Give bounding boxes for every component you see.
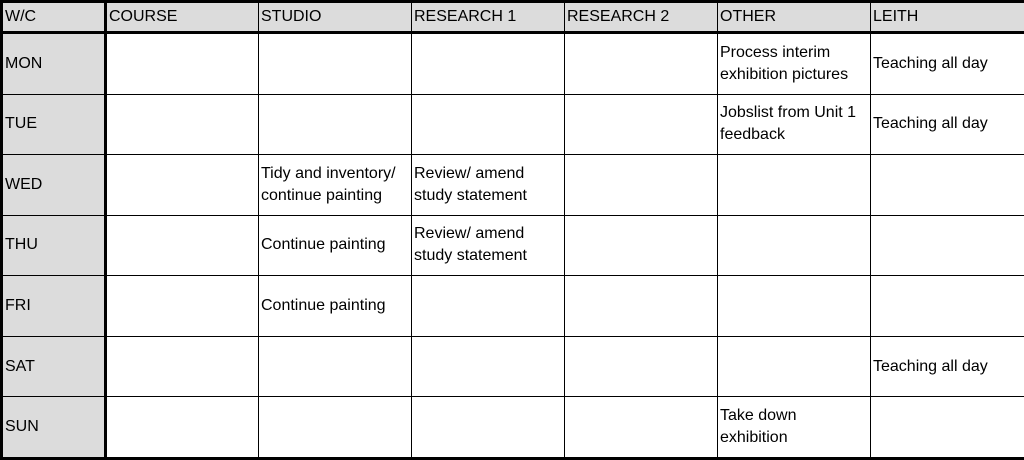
- studio-cell[interactable]: [259, 155, 412, 216]
- day-label: [2, 94, 106, 155]
- other-cell[interactable]: [718, 94, 871, 155]
- studio-cell[interactable]: [259, 397, 412, 459]
- day-text: WED: [5, 175, 43, 193]
- day-label: [2, 276, 106, 337]
- day-label: [2, 155, 106, 216]
- other-text: Process interim exhibition pictures: [720, 43, 849, 83]
- research2-cell[interactable]: [565, 215, 718, 276]
- research2-cell[interactable]: [565, 336, 718, 397]
- row-tue: [2, 94, 1024, 155]
- day-text: TUE: [5, 115, 37, 133]
- day-text: THU: [5, 236, 38, 254]
- studio-cell[interactable]: [259, 276, 412, 337]
- day-label: [2, 215, 106, 276]
- leith-text: Teaching all day: [873, 54, 988, 72]
- day-label: [2, 397, 106, 459]
- leith-cell[interactable]: [871, 336, 1024, 397]
- row-wed: [2, 155, 1024, 216]
- leith-cell[interactable]: [871, 215, 1024, 276]
- leith-cell[interactable]: [871, 276, 1024, 337]
- leith-text: Teaching all day: [873, 357, 988, 375]
- leith-cell[interactable]: [871, 155, 1024, 216]
- studio-text: Tidy and inventory/ continue painting: [261, 164, 396, 204]
- research1-cell[interactable]: [412, 397, 565, 459]
- leith-text: Teaching all day: [873, 115, 988, 133]
- header-course: COURSE: [106, 2, 259, 33]
- other-cell[interactable]: [718, 215, 871, 276]
- header-research-1: RESEARCH 1: [412, 2, 565, 33]
- row-mon: [2, 33, 1024, 95]
- research1-cell[interactable]: [412, 276, 565, 337]
- studio-text: Continue painting: [261, 236, 386, 254]
- leith-cell[interactable]: [871, 397, 1024, 459]
- leith-cell[interactable]: [871, 94, 1024, 155]
- header-research-2: RESEARCH 2: [565, 2, 718, 33]
- row-sun: [2, 397, 1024, 459]
- research2-cell[interactable]: [565, 276, 718, 337]
- studio-cell[interactable]: [259, 336, 412, 397]
- research1-text: Review/ amend study statement: [414, 164, 527, 204]
- course-cell[interactable]: [106, 94, 259, 155]
- course-cell[interactable]: [106, 33, 259, 95]
- other-cell[interactable]: [718, 155, 871, 216]
- studio-cell[interactable]: [259, 33, 412, 95]
- other-cell[interactable]: [718, 33, 871, 95]
- course-cell[interactable]: [106, 397, 259, 459]
- day-text: SAT: [5, 357, 35, 375]
- header-studio: STUDIO: [259, 2, 412, 33]
- research2-cell[interactable]: [565, 397, 718, 459]
- studio-text: Continue painting: [261, 297, 386, 315]
- leith-cell[interactable]: [871, 33, 1024, 95]
- course-cell[interactable]: [106, 276, 259, 337]
- other-cell[interactable]: [718, 336, 871, 397]
- course-cell[interactable]: [106, 215, 259, 276]
- row-fri: [2, 276, 1024, 337]
- day-label: [2, 336, 106, 397]
- day-text: MON: [5, 54, 43, 72]
- research1-cell[interactable]: [412, 33, 565, 95]
- studio-cell[interactable]: [259, 215, 412, 276]
- research2-cell[interactable]: [565, 33, 718, 95]
- course-cell[interactable]: [106, 155, 259, 216]
- research2-cell[interactable]: [565, 94, 718, 155]
- research1-cell[interactable]: [412, 155, 565, 216]
- other-text: Take down exhibition: [720, 407, 797, 447]
- course-cell[interactable]: [106, 336, 259, 397]
- research1-text: Review/ amend study statement: [414, 225, 527, 265]
- header-wc: W/C: [2, 2, 106, 33]
- day-text: SUN: [5, 418, 39, 436]
- other-text: Jobslist from Unit 1 feedback: [720, 104, 857, 144]
- header-leith: LEITH: [871, 2, 1024, 33]
- studio-cell[interactable]: [259, 94, 412, 155]
- row-thu: [2, 215, 1024, 276]
- research1-cell[interactable]: [412, 94, 565, 155]
- research1-cell[interactable]: [412, 336, 565, 397]
- day-text: FRI: [5, 297, 31, 315]
- other-cell[interactable]: [718, 276, 871, 337]
- research2-cell[interactable]: [565, 155, 718, 216]
- header-row: [2, 2, 1024, 33]
- day-label: [2, 33, 106, 95]
- row-sat: [2, 336, 1024, 397]
- other-cell[interactable]: [718, 397, 871, 459]
- header-other: OTHER: [718, 2, 871, 33]
- research1-cell[interactable]: [412, 215, 565, 276]
